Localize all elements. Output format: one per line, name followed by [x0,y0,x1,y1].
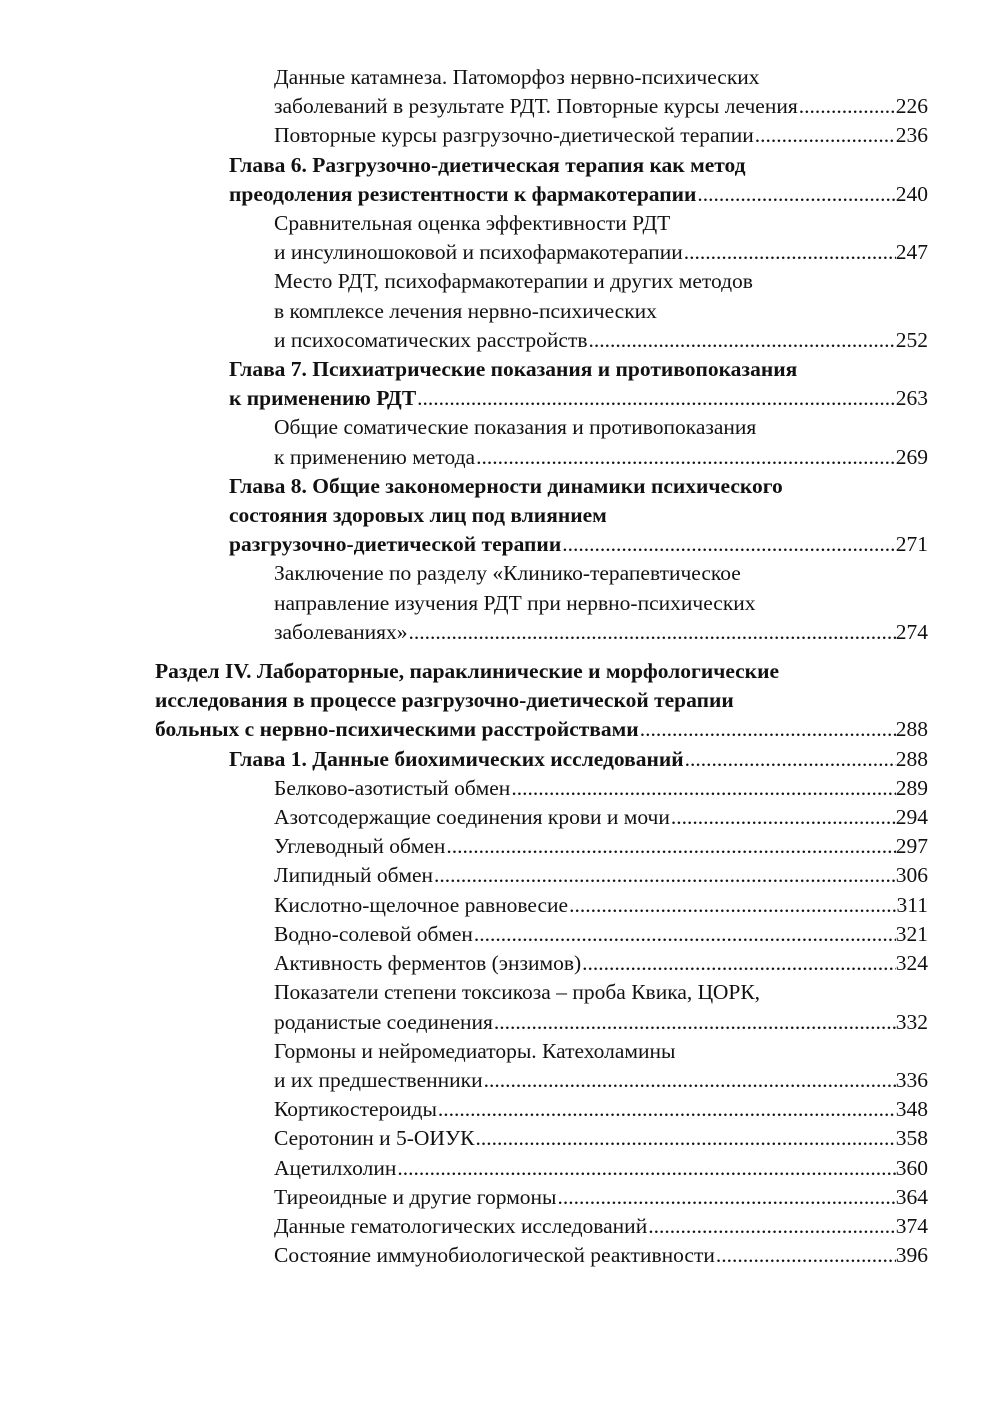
toc-title-line [274,1008,928,1037]
toc-title-line: исследования в процессе разгрузочно-диетической терапии [155,688,734,713]
dot-leader [639,715,896,744]
toc-title-text: и их предшественники [274,1067,483,1092]
toc-subsection [155,1241,928,1270]
page-number: 226 [895,94,928,119]
toc-title-text: Данные гематологических исследований [274,1213,648,1238]
dot-leader [445,832,895,861]
toc-title-text: и психосоматических расстройств [274,327,588,352]
toc-title-line [274,1241,928,1270]
toc-title-line: Место РДТ, психофармакотерапии и других методов [274,269,753,294]
toc-title-text: Кортикостероиды [274,1097,437,1122]
toc-title-line: Глава 8. Общие закономерности динамики психического [229,473,783,498]
toc-chapter [155,355,928,413]
toc-subsection [155,861,928,890]
toc-title-line [274,238,928,267]
toc-title-line: в комплексе лечения нервно-психических [274,298,657,323]
toc-chapter [155,745,928,774]
toc-title-text: к применению РДТ [229,386,417,411]
dot-leader [408,618,896,647]
dot-leader [647,1212,896,1241]
toc-subsection [155,891,928,920]
page-number: 321 [895,921,928,946]
dot-leader [670,803,896,832]
page-number: 332 [895,1009,928,1034]
toc-title-line: состояния здоровых лиц под влиянием [229,503,607,528]
toc-title-line: Данные катамнеза. Патоморфоз нервно-психических [274,65,760,89]
toc-subsection [155,1212,928,1241]
toc-title-text: Тиреоидные и другие гормоны [274,1184,557,1209]
toc-section [155,657,928,745]
toc-subsection [155,209,928,267]
toc-subsection [155,63,928,121]
toc-title-text: Азотсодержащие соединения крови и мочи [274,805,670,830]
toc-title-line: направление изучения РДТ при нервно-психических [274,590,756,615]
dot-leader [437,1095,896,1124]
toc-title-line [274,92,928,121]
toc-title-line [229,530,928,559]
toc-title-text: к применению метода [274,444,476,469]
dot-leader [798,92,896,121]
page-number: 288 [895,717,928,742]
dot-leader [588,326,896,355]
page-number: 324 [895,951,928,976]
page-number: 294 [895,805,928,830]
toc-title-text: Липидный обмен [274,863,434,888]
dot-leader [510,774,895,803]
toc-subsection [155,920,928,949]
toc-subsection [155,832,928,861]
toc-title-text: Активность ферментов (энзимов) [274,951,582,976]
page-number: 396 [895,1243,928,1268]
dot-leader [561,530,896,559]
toc-subsection [155,1124,928,1153]
toc-title-text: преодоления резистентности к фармакотерапии [229,181,697,206]
toc-title-text: и инсулиношоковой и психофармакотерапии [274,240,683,265]
page-number: 336 [895,1067,928,1092]
toc-title-line [229,745,928,774]
toc-title-line: Глава 6. Разгрузочно-диетическая терапия как метод [229,152,746,177]
toc-title-text: Кислотно-щелочное равновесие [274,892,569,917]
toc-subsection [155,121,928,150]
toc-title-line: Показатели степени токсикоза – проба Квика, ЦОРК, [274,980,761,1005]
page-number: 240 [895,181,928,206]
toc-title-line [274,920,928,949]
toc-title-text: больных с нервно-психическими расстройствами [155,717,639,742]
toc-subsection [155,978,928,1036]
toc-title-line: Гормоны и нейромедиаторы. Катехоламины [274,1038,676,1063]
page-number: 364 [895,1184,928,1209]
page-number: 263 [895,386,928,411]
toc-title-text: разгрузочно-диетической терапии [229,532,562,557]
page-number: 271 [895,532,928,557]
page-number: 360 [895,1155,928,1180]
dot-leader [684,745,896,774]
toc-title-line [274,1183,928,1212]
dot-leader [475,443,896,472]
dot-leader [483,1066,896,1095]
dot-leader [473,920,896,949]
toc-title-text: заболеваний в результате РДТ. Повторные курсы лечения [274,94,798,119]
toc-title-line: Раздел IV. Лабораторные, параклинические и морфологические [155,659,780,684]
toc-title-line: Общие соматические показания и противопоказания [274,415,757,440]
dot-leader [696,180,895,209]
toc-title-line [229,180,928,209]
page-number: 348 [895,1097,928,1122]
page-number: 247 [895,240,928,265]
toc-title-text: Глава 1. Данные биохимических исследований [229,746,684,771]
toc-title-line: Заключение по разделу «Клинико-терапевтическое [274,561,741,586]
toc-subsection [155,559,928,647]
dot-leader [416,384,896,413]
toc-title-line [229,384,928,413]
toc-title-text: Состояние иммунобиологической реактивности [274,1243,715,1268]
dot-leader [715,1241,896,1270]
toc-title-line: Сравнительная оценка эффективности РДТ [274,211,671,236]
page-number: 288 [895,746,928,771]
toc-subsection [155,1037,928,1095]
page-number: 236 [895,123,928,148]
toc-title-line [274,949,928,978]
page-number: 374 [895,1213,928,1238]
toc-title-line [274,121,928,150]
toc-title-text: Серотонин и 5-ОИУК [274,1126,475,1151]
toc-title-line [274,443,928,472]
toc-title-line [274,1095,928,1124]
page-number: 297 [895,834,928,859]
toc-subsection [155,413,928,471]
dot-leader [396,1154,895,1183]
toc-subsection [155,1154,928,1183]
page-number: 289 [895,775,928,800]
dot-leader [433,861,896,890]
dot-leader [683,238,896,267]
toc-title-line [274,1124,928,1153]
page-number: 306 [895,863,928,888]
toc-title-text: Углеводный обмен [274,834,446,859]
dot-leader [754,121,896,150]
dot-leader [557,1183,896,1212]
dot-leader [493,1008,896,1037]
toc-title-line [274,1212,928,1241]
toc-title-line: Глава 7. Психиатрические показания и противопоказания [229,357,798,382]
toc-title-text: заболеваниях» [274,619,408,644]
toc-title-text: Повторные курсы разгрузочно-диетической терапии [274,123,754,148]
toc-subsection [155,267,928,355]
toc-title-text: Ацетилхолин [274,1155,397,1180]
page-number: 311 [896,892,928,917]
toc-subsection [155,774,928,803]
toc-title-text: роданистые соединения [274,1009,493,1034]
toc-title-line [274,861,928,890]
toc-title-line [274,618,928,647]
toc-subsection [155,1095,928,1124]
table-of-contents [155,63,928,1270]
toc-title-line [274,326,928,355]
toc-chapter [155,472,928,560]
toc-subsection [155,803,928,832]
toc-subsection [155,949,928,978]
dot-leader [475,1124,896,1153]
page-number: 252 [895,327,928,352]
toc-title-line [274,774,928,803]
toc-title-line [274,832,928,861]
toc-title-line [274,1154,928,1183]
section-spacer [155,647,928,657]
toc-subsection [155,1183,928,1212]
toc-title-line [274,891,928,920]
dot-leader [568,891,896,920]
page-number: 274 [895,619,928,644]
page-number: 358 [895,1126,928,1151]
toc-title-line [155,715,928,744]
toc-title-line [274,1066,928,1095]
page-number: 269 [895,444,928,469]
toc-chapter [155,151,928,209]
toc-title-line [274,803,928,832]
dot-leader [581,949,896,978]
toc-title-text: Белково-азотистый обмен [274,775,511,800]
toc-title-text: Водно-солевой обмен [274,921,473,946]
